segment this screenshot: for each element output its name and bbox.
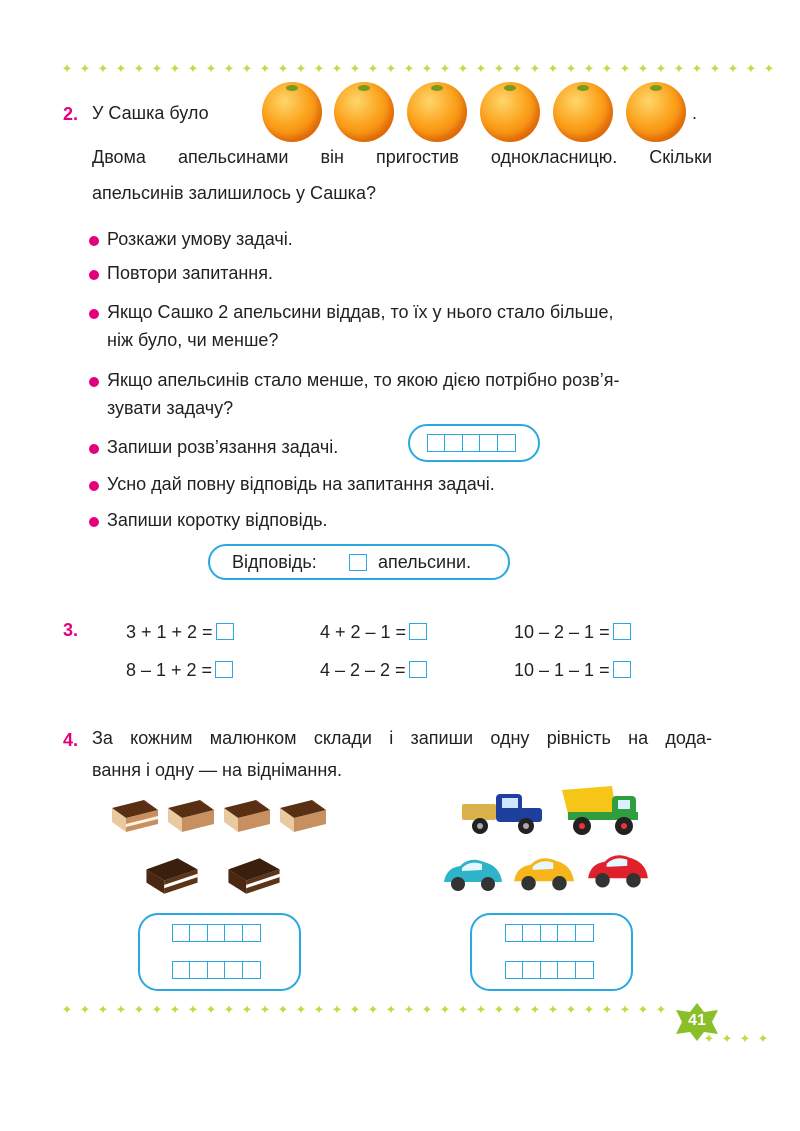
bullet-item: Якщо апельсинів стало менше, то якою дією потрібно розв’я- [93,366,619,394]
bullet-continuation: ніж було, чи менше? [107,330,279,350]
dot-ornament: ✦ [721,1031,733,1046]
dot-ornament: ✦ [655,61,667,76]
dot-ornament: ✦ [475,61,487,76]
bullet-item: Розкажи умову задачі. [93,225,293,253]
dot-ornament: ✦ [475,1002,487,1017]
dot-ornament: ✦ [115,61,127,76]
bullet-item: Повтори запитання. [93,259,273,287]
dot-ornament: ✦ [547,1002,559,1017]
task-4-line-2: вання і одну — на віднімання. [92,760,343,780]
dot-ornament: ✦ [61,61,73,76]
dot-ornament: ✦ [115,1002,127,1017]
dot-ornament: ✦ [205,1002,217,1017]
red-car-icon [584,848,652,894]
orange-3-icon [407,82,467,142]
top-dotted-border [58,62,778,76]
dot-ornament: ✦ [385,1002,397,1017]
dot-ornament: ✦ [187,61,199,76]
dot-ornament: ✦ [277,1002,289,1017]
equation: 8 – 1 + 2 = [126,658,233,682]
orange-5-icon [553,82,613,142]
dot-ornament: ✦ [241,1002,253,1017]
answer-box[interactable] [216,623,234,640]
dot-ornament: ✦ [277,61,289,76]
addition-cells[interactable] [173,924,261,942]
cake-icon [166,798,216,834]
equation: 4 + 2 – 1 = [320,620,427,644]
task-2-intro-end: . [692,103,698,123]
dot-ornament: ✦ [223,61,235,76]
dot-ornament: ✦ [385,61,397,76]
bullet-item: Запиши розв’язання задачі. [93,433,338,461]
dot-ornament: ✦ [739,1031,751,1046]
cake-icon [110,798,160,834]
dot-ornament: ✦ [403,61,415,76]
dot-ornament: ✦ [133,61,145,76]
truck-icon [460,790,546,840]
addition-cells[interactable] [506,924,594,942]
task-2-number: 2. [63,104,79,124]
dot-ornament: ✦ [565,1002,577,1017]
dot-ornament: ✦ [421,1002,433,1017]
dot-ornament: ✦ [691,61,703,76]
bullet-item: Усно дай повну відповідь на запитання задачі. [93,470,495,498]
chocolate-cake-icon [144,856,200,896]
dot-ornament: ✦ [457,1002,469,1017]
dot-ornament: ✦ [583,1002,595,1017]
dot-ornament: ✦ [583,61,595,76]
dot-ornament: ✦ [97,61,109,76]
dot-ornament: ✦ [367,1002,379,1017]
orange-2-icon [334,82,394,142]
dot-ornament: ✦ [703,1031,715,1046]
task-2-line-2: Двома апельсинами він пригостив однокласницю. Скільки [92,147,712,167]
dot-ornament: ✦ [367,61,379,76]
dot-ornament: ✦ [763,61,775,76]
task-3-number: 3. [63,620,79,640]
equation: 3 + 1 + 2 = [126,620,234,644]
subtraction-cells[interactable] [173,961,261,979]
dot-ornament: ✦ [349,1002,361,1017]
task-2-intro: У Сашка було [92,103,209,123]
dot-ornament: ✦ [529,1002,541,1017]
dot-ornament: ✦ [331,61,343,76]
dot-ornament: ✦ [169,61,181,76]
dot-ornament: ✦ [601,1002,613,1017]
answer-box[interactable] [409,623,427,640]
task-2-line-3: апельсинів залишилось у Сашка? [92,183,376,203]
equation: 10 – 1 – 1 = [514,658,631,682]
dot-ornament: ✦ [637,1002,649,1017]
dot-ornament: ✦ [655,1002,667,1017]
answer-box[interactable] [613,661,631,678]
cake-icon [278,798,328,834]
bullet-item: Якщо Сашко 2 апельсини віддав, то їх у нього стало більше, [93,298,613,326]
equation: 4 – 2 – 2 = [320,658,427,682]
dot-ornament: ✦ [331,1002,343,1017]
dot-ornament: ✦ [97,1002,109,1017]
answer-input-box[interactable] [349,554,367,571]
cake-icon [222,798,272,834]
dot-ornament: ✦ [295,1002,307,1017]
dot-ornament: ✦ [565,61,577,76]
answer-box[interactable] [613,623,631,640]
dot-ornament: ✦ [709,61,721,76]
answer-box[interactable] [215,661,233,678]
dot-ornament: ✦ [727,61,739,76]
dot-ornament: ✦ [439,61,451,76]
dot-ornament: ✦ [493,61,505,76]
orange-6-icon [626,82,686,142]
dot-ornament: ✦ [295,61,307,76]
answer-unit: апельсини. [378,552,472,572]
dot-ornament: ✦ [313,1002,325,1017]
dot-ornament: ✦ [511,61,523,76]
dot-ornament: ✦ [637,61,649,76]
dot-ornament: ✦ [349,61,361,76]
dot-ornament: ✦ [79,61,91,76]
bullet-continuation: зувати задачу? [107,398,234,418]
solution-cells[interactable] [428,434,516,452]
dump-truck-icon [560,784,646,840]
dot-ornament: ✦ [421,61,433,76]
dot-ornament: ✦ [133,1002,145,1017]
equation: 10 – 2 – 1 = [514,620,631,644]
bullet-item: Запиши коротку відповідь. [93,506,327,534]
dot-ornament: ✦ [511,1002,523,1017]
dot-ornament: ✦ [439,1002,451,1017]
dot-ornament: ✦ [61,1002,73,1017]
dot-ornament: ✦ [619,1002,631,1017]
dot-ornament: ✦ [79,1002,91,1017]
dot-ornament: ✦ [259,1002,271,1017]
dot-ornament: ✦ [151,1002,163,1017]
dot-ornament: ✦ [187,1002,199,1017]
subtraction-cells[interactable] [506,961,594,979]
answer-label: Відповідь: [232,552,317,572]
dot-ornament: ✦ [619,61,631,76]
task-4-number: 4. [63,730,79,750]
chocolate-cake-icon [226,856,282,896]
teal-car-icon [440,854,506,896]
orange-1-icon [262,82,322,142]
dot-ornament: ✦ [493,1002,505,1017]
dot-ornament: ✦ [223,1002,235,1017]
dot-ornament: ✦ [151,61,163,76]
dot-ornament: ✦ [601,61,613,76]
orange-4-icon [480,82,540,142]
bottom-dotted-border [58,1003,670,1017]
page-number: 41 [688,1012,706,1029]
answer-box[interactable] [409,661,427,678]
dot-ornament: ✦ [169,1002,181,1017]
dot-ornament: ✦ [547,61,559,76]
dot-ornament: ✦ [457,61,469,76]
dot-ornament: ✦ [259,61,271,76]
dot-ornament: ✦ [313,61,325,76]
dot-ornament: ✦ [757,1031,769,1046]
dot-ornament: ✦ [529,61,541,76]
dot-ornament: ✦ [673,61,685,76]
task-4-line-1: За кожним малюнком склади і запиши одну рівність на дода- [92,728,712,748]
dot-ornament: ✦ [205,61,217,76]
yellow-car-icon [510,852,578,896]
dot-ornament: ✦ [745,61,757,76]
dot-ornament: ✦ [403,1002,415,1017]
dot-ornament: ✦ [241,61,253,76]
